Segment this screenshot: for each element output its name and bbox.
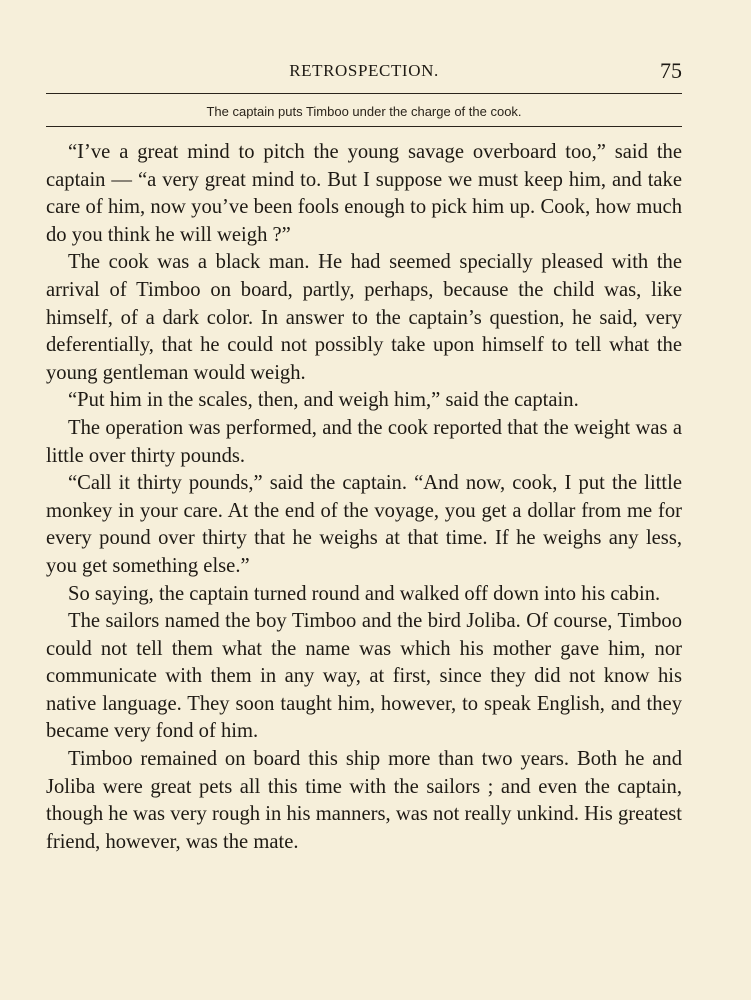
paragraph: The cook was a black man. He had seemed specially pleased with the arrival of Timboo on board, partly, perhaps, because the child was, like himself, of a dark color. In answer to the captain’s question, he said, very deferentially, that he could not possibly take upon himself to tell what the young gentleman would weigh. xyxy=(46,251,682,384)
header-rule-top xyxy=(46,93,682,94)
header-rule-bottom xyxy=(46,126,682,127)
page-number: 75 xyxy=(660,58,682,83)
paragraph: “Put him in the scales, then, and weigh him,” said the captain. xyxy=(68,389,579,412)
body-text xyxy=(46,139,682,856)
paragraph: “I’ve a great mind to pitch the young savage overboard too,” said the captain — “a very great mind to. But I suppose we must keep him, and take care of him, now you’ve been fools enough to pick him up. Cook, how much do you think he will weigh ?” xyxy=(46,141,682,246)
paragraph: The operation was performed, and the cook reported that the weight was a little over thirty pounds. xyxy=(46,416,682,467)
paragraph: The sailors named the boy Timboo and the bird Joliba. Of course, Timboo could not tell them what the name was which his mother gave him, nor communicate with them in any way, at first, since they did not know his native language. They soon taught him, however, to speak English, and they became very fond of him. xyxy=(46,610,682,743)
paragraph: “Call it thirty pounds,” said the captain. “And now, cook, I put the little monkey in your care. At the end of the voyage, you get a dollar from me for every pound over thirty that he weighs at that time. If he weighs any less, you get something else.” xyxy=(46,472,682,577)
running-title: RETROSPECTION. xyxy=(289,61,439,80)
paragraph: So saying, the captain turned round and walked off down into his cabin. xyxy=(68,582,661,605)
running-head xyxy=(46,58,682,86)
illustration-caption: The captain puts Timboo under the charge of the cook. xyxy=(206,104,522,119)
paragraph: Timboo remained on board this ship more than two years. Both he and Joliba were great pets all this time with the sailors ; and even the captain, though he was very rough in his manners, was not really unkind. His greatest friend, however, was the mate. xyxy=(46,748,682,853)
